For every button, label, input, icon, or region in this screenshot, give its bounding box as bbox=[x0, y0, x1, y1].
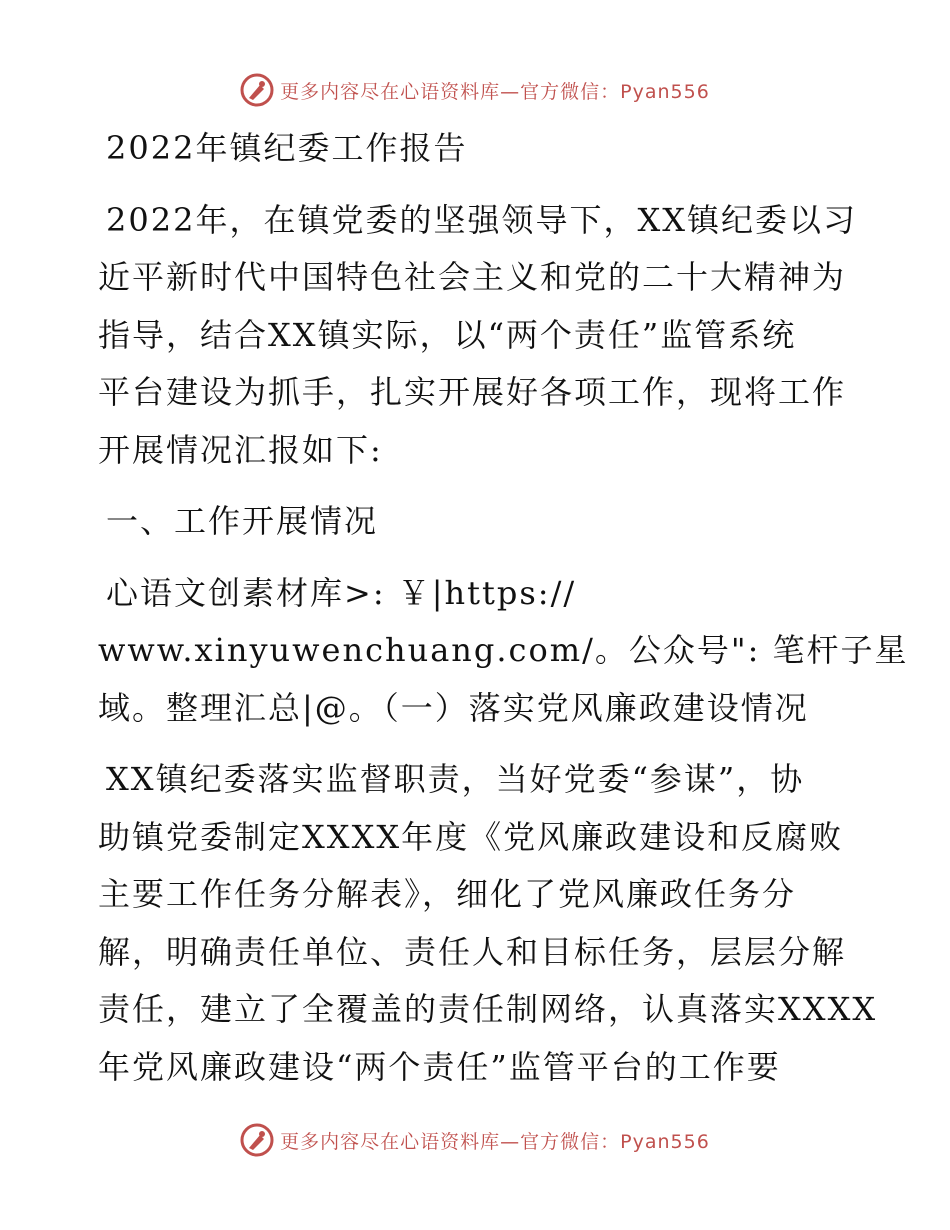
paragraph-line: 2022年，在镇党委的坚强领导下，XX镇纪委以习 bbox=[106, 200, 858, 239]
paragraph-line: 主要工作任务分解表》，细化了党风廉政任务分 bbox=[98, 875, 797, 913]
paragraph-line: 指导，结合XX镇实际，以“两个责任”监管系统 bbox=[98, 315, 797, 354]
paragraph-line: 责任，建立了全覆盖的责任制网络，认真落实XXXX bbox=[98, 990, 878, 1028]
paragraph-line: 年党风廉政建设“两个责任”监管平台的工作要 bbox=[98, 1047, 781, 1086]
pen-nib-logo-icon bbox=[240, 73, 274, 107]
footer-watermark-banner bbox=[0, 1120, 950, 1160]
header-watermark-text: 更多内容尽在心语资料库—官方微信：Pyan556 bbox=[280, 80, 710, 103]
paragraph-line: 近平新时代中国特色社会主义和党的二十大精神为 bbox=[98, 258, 847, 296]
section-heading: 一、工作开展情况 bbox=[106, 502, 379, 540]
footer-watermark-text: 更多内容尽在心语资料库—官方微信：Pyan556 bbox=[280, 1130, 710, 1153]
paragraph-intro bbox=[98, 192, 868, 480]
header-watermark-banner bbox=[0, 70, 950, 110]
paragraph-line: 心语文创素材库>: ￥|https:// bbox=[106, 573, 577, 612]
pen-nib-logo-icon bbox=[240, 1123, 274, 1157]
document-body bbox=[98, 120, 909, 1096]
paragraph-line: 平台建设为抓手，扎实开展好各项工作，现将工作 bbox=[98, 373, 847, 411]
paragraph-line: www.xinyuwenchuang.com/。公众号": 笔杆子星 bbox=[98, 631, 909, 669]
paragraph-party-conduct bbox=[98, 751, 878, 1096]
paragraph-line: 解，明确责任单位、责任人和目标任务，层层分解 bbox=[98, 932, 847, 971]
document-title: 2022年镇纪委工作报告 bbox=[106, 129, 468, 167]
paragraph-line: 助镇党委制定XXXX年度《党风廉政建设和反腐败 bbox=[98, 817, 844, 856]
paragraph-line: XX镇纪委落实监督职责，当好党委“参谋”，协 bbox=[106, 760, 805, 798]
paragraph-line: 开展情况汇报如下: bbox=[98, 430, 383, 469]
paragraph-source-note bbox=[98, 565, 909, 738]
paragraph-line: 域。整理汇总|@。（一）落实党风廉政建设情况 bbox=[98, 688, 809, 727]
